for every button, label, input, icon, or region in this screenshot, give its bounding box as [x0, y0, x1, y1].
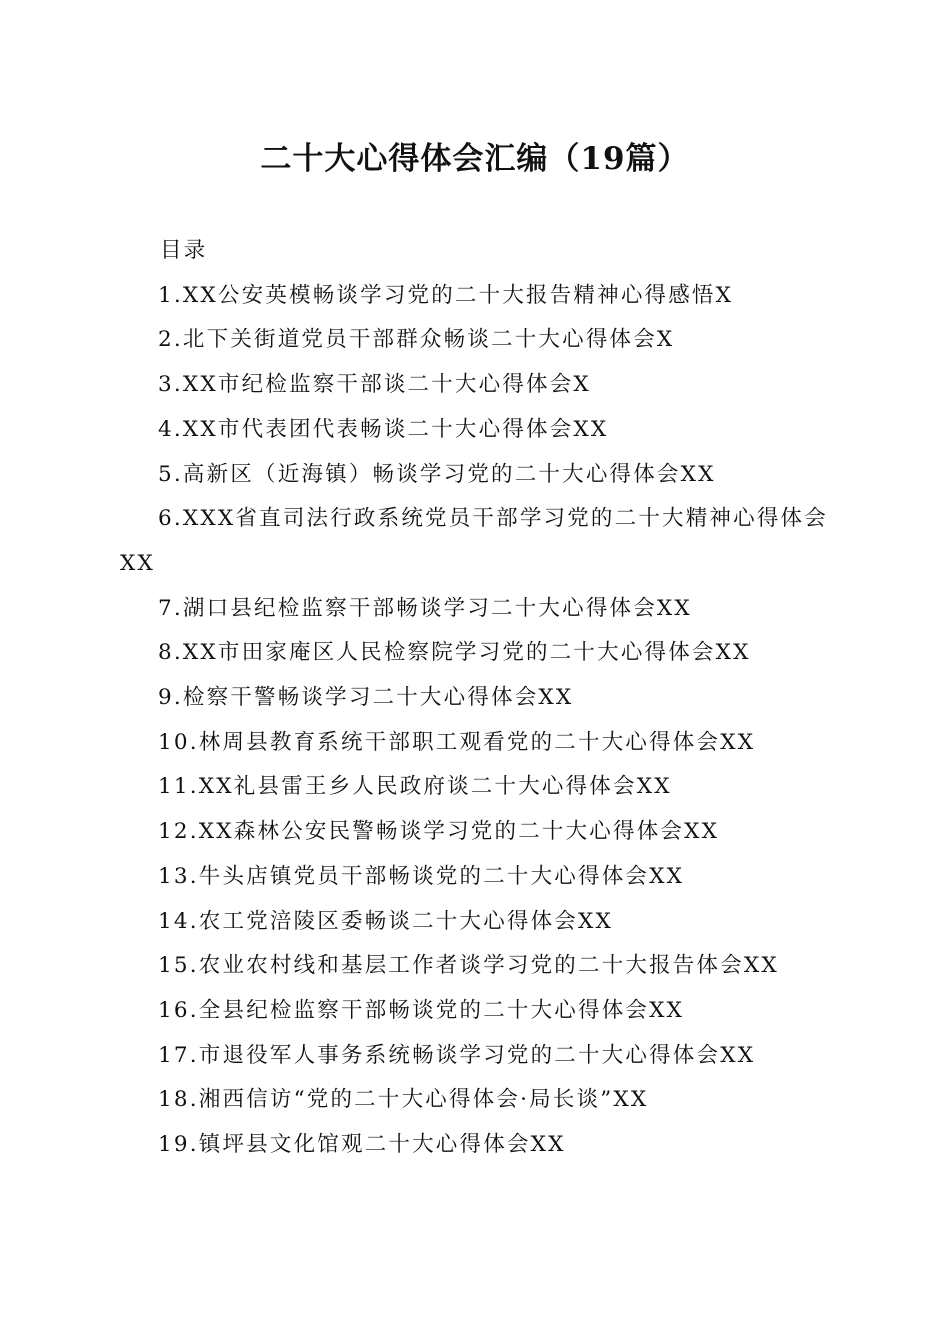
toc-item: 2.北下关街道党员干部群众畅谈二十大心得体会X	[158, 327, 675, 353]
toc-list	[120, 274, 832, 1168]
toc-item: 10.林周县教育系统干部职工观看党的二十大心得体会XX	[158, 729, 756, 755]
table-of-contents	[120, 229, 832, 1168]
toc-item: 7.湖口县纪检监察干部畅谈学习二十大心得体会XX	[158, 595, 692, 621]
toc-item: 17.市退役军人事务系统畅谈学习党的二十大心得体会XX	[158, 1042, 756, 1068]
toc-item: 5.高新区（近海镇）畅谈学习党的二十大心得体会XX	[158, 461, 716, 487]
toc-item: 8.XX市田家庵区人民检察院学习党的二十大心得体会XX	[158, 640, 751, 666]
toc-item: 11.XX礼县雷王乡人民政府谈二十大心得体会XX	[158, 774, 672, 800]
document-title: 二十大心得体会汇编（19篇）	[260, 141, 690, 177]
toc-item: 4.XX市代表团代表畅谈二十大心得体会XX	[158, 416, 609, 442]
toc-item: 9.检察干警畅谈学习二十大心得体会XX	[158, 685, 574, 711]
toc-item: 15.农业农村线和基层工作者谈学习党的二十大报告体会XX	[158, 953, 779, 979]
toc-item: 12.XX森林公安民警畅谈学习党的二十大心得体会XX	[158, 819, 720, 845]
toc-item: 14.农工党涪陵区委畅谈二十大心得体会XX	[158, 908, 614, 934]
toc-item: 18.湘西信访“党的二十大心得体会·局长谈”XX	[158, 1087, 649, 1113]
toc-item: 6.XXX省直司法行政系统党员干部学习党的二十大精神心得体会XX	[120, 506, 828, 576]
toc-item: 3.XX市纪检监察干部谈二十大心得体会X	[158, 372, 591, 398]
toc-item: 13.牛头店镇党员干部畅谈党的二十大心得体会XX	[158, 863, 685, 889]
toc-item: 19.镇坪县文化馆观二十大心得体会XX	[158, 1132, 566, 1158]
toc-heading: 目录	[160, 238, 208, 263]
toc-item: 1.XX公安英模畅谈学习党的二十大报告精神心得感悟X	[158, 282, 734, 308]
toc-item: 16.全县纪检监察干部畅谈党的二十大心得体会XX	[158, 997, 685, 1023]
